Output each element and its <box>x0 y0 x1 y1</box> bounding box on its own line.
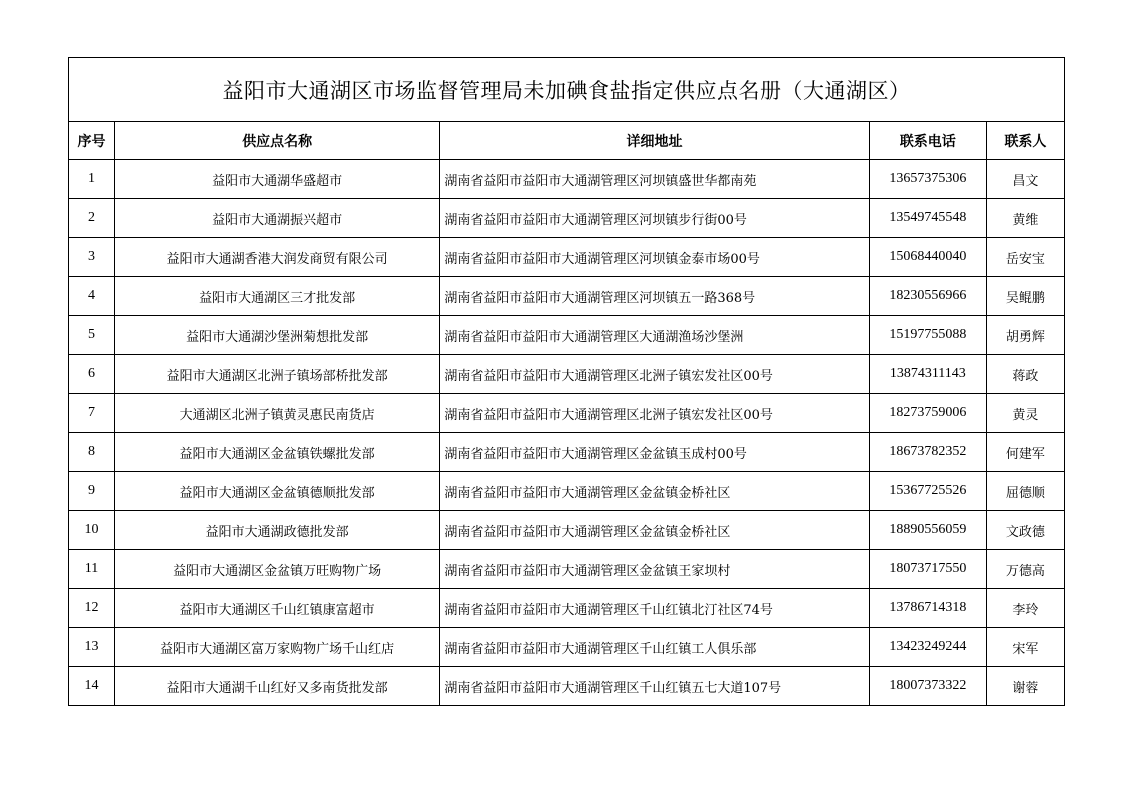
table-header-row <box>69 122 1065 160</box>
supply-point-address: 湖南省益阳市益阳市大通湖管理区金盆镇金桥社区 <box>440 472 869 511</box>
contact-phone: 13786714318 <box>869 589 986 628</box>
table-row <box>69 160 1065 199</box>
supply-point-name: 益阳市大通湖区金盆镇万旺购物广场 <box>115 550 440 589</box>
supply-point-name: 益阳市大通湖区富万家购物广场千山红店 <box>115 628 440 667</box>
row-number: 11 <box>69 550 115 589</box>
supply-point-address: 湖南省益阳市益阳市大通湖管理区金盆镇玉成村00号 <box>440 433 869 472</box>
table-row <box>69 433 1065 472</box>
supply-point-name: 大通湖区北洲子镇黄灵惠民南货店 <box>115 394 440 433</box>
supply-point-address: 湖南省益阳市益阳市大通湖管理区千山红镇工人俱乐部 <box>440 628 869 667</box>
supply-point-name: 益阳市大通湖区北洲子镇场部桥批发部 <box>115 355 440 394</box>
supply-point-name: 益阳市大通湖区三才批发部 <box>115 277 440 316</box>
table-row <box>69 589 1065 628</box>
row-number: 1 <box>69 160 115 199</box>
supply-point-address: 湖南省益阳市益阳市大通湖管理区河坝镇金泰市场00号 <box>440 238 869 277</box>
contact-phone: 18673782352 <box>869 433 986 472</box>
supply-point-name: 益阳市大通湖香港大润发商贸有限公司 <box>115 238 440 277</box>
row-number: 10 <box>69 511 115 550</box>
supply-point-address: 湖南省益阳市益阳市大通湖管理区大通湖渔场沙堡洲 <box>440 316 869 355</box>
table-row <box>69 238 1065 277</box>
row-number: 3 <box>69 238 115 277</box>
contact-phone: 18890556059 <box>869 511 986 550</box>
contact-person: 谢蓉 <box>986 667 1064 706</box>
contact-phone: 18273759006 <box>869 394 986 433</box>
supply-point-name: 益阳市大通湖千山红好又多南货批发部 <box>115 667 440 706</box>
table-row <box>69 199 1065 238</box>
table-row <box>69 472 1065 511</box>
contact-phone: 15367725526 <box>869 472 986 511</box>
supply-point-address: 湖南省益阳市益阳市大通湖管理区河坝镇盛世华都南苑 <box>440 160 869 199</box>
supply-point-address: 湖南省益阳市益阳市大通湖管理区金盆镇金桥社区 <box>440 511 869 550</box>
supply-point-address: 湖南省益阳市益阳市大通湖管理区千山红镇北汀社区74号 <box>440 589 869 628</box>
document-title: 益阳市大通湖区市场监督管理局未加碘食盐指定供应点名册（大通湖区） <box>69 58 1065 122</box>
row-number: 14 <box>69 667 115 706</box>
row-number: 9 <box>69 472 115 511</box>
contact-person: 宋军 <box>986 628 1064 667</box>
contact-person: 昌文 <box>986 160 1064 199</box>
row-number: 7 <box>69 394 115 433</box>
contact-phone: 13874311143 <box>869 355 986 394</box>
contact-person: 黄灵 <box>986 394 1064 433</box>
supply-point-name: 益阳市大通湖沙堡洲菊想批发部 <box>115 316 440 355</box>
contact-person: 胡勇辉 <box>986 316 1064 355</box>
supply-point-address: 湖南省益阳市益阳市大通湖管理区千山红镇五七大道107号 <box>440 667 869 706</box>
supply-point-name: 益阳市大通湖振兴超市 <box>115 199 440 238</box>
contact-phone: 13423249244 <box>869 628 986 667</box>
row-number: 8 <box>69 433 115 472</box>
contact-phone: 18073717550 <box>869 550 986 589</box>
table-row <box>69 511 1065 550</box>
supply-point-address: 湖南省益阳市益阳市大通湖管理区河坝镇五一路368号 <box>440 277 869 316</box>
supply-point-name: 益阳市大通湖华盛超市 <box>115 160 440 199</box>
contact-phone: 18230556966 <box>869 277 986 316</box>
table-row <box>69 550 1065 589</box>
supply-point-name: 益阳市大通湖区千山红镇康富超市 <box>115 589 440 628</box>
table-row <box>69 628 1065 667</box>
table-row <box>69 355 1065 394</box>
supply-point-name: 益阳市大通湖政德批发部 <box>115 511 440 550</box>
row-number: 12 <box>69 589 115 628</box>
header-no: 序号 <box>69 122 115 160</box>
header-phone: 联系电话 <box>869 122 986 160</box>
contact-person: 万德高 <box>986 550 1064 589</box>
supply-point-address: 湖南省益阳市益阳市大通湖管理区金盆镇王家坝村 <box>440 550 869 589</box>
contact-person: 黄维 <box>986 199 1064 238</box>
table-row <box>69 316 1065 355</box>
supply-point-name: 益阳市大通湖区金盆镇铁螺批发部 <box>115 433 440 472</box>
contact-person: 吴鲲鹏 <box>986 277 1064 316</box>
row-number: 5 <box>69 316 115 355</box>
supply-points-table <box>68 57 1065 706</box>
table-row <box>69 394 1065 433</box>
contact-phone: 15197755088 <box>869 316 986 355</box>
header-contact: 联系人 <box>986 122 1064 160</box>
contact-phone: 18007373322 <box>869 667 986 706</box>
supply-point-address: 湖南省益阳市益阳市大通湖管理区河坝镇步行街00号 <box>440 199 869 238</box>
table-body <box>69 160 1065 706</box>
table-row <box>69 667 1065 706</box>
row-number: 6 <box>69 355 115 394</box>
row-number: 4 <box>69 277 115 316</box>
contact-person: 文政德 <box>986 511 1064 550</box>
contact-person: 岳安宝 <box>986 238 1064 277</box>
contact-person: 李玲 <box>986 589 1064 628</box>
contact-person: 屈德顺 <box>986 472 1064 511</box>
header-address: 详细地址 <box>440 122 869 160</box>
supply-point-name: 益阳市大通湖区金盆镇德顺批发部 <box>115 472 440 511</box>
contact-person: 何建军 <box>986 433 1064 472</box>
supply-point-address: 湖南省益阳市益阳市大通湖管理区北洲子镇宏发社区00号 <box>440 394 869 433</box>
contact-phone: 15068440040 <box>869 238 986 277</box>
contact-phone: 13657375306 <box>869 160 986 199</box>
row-number: 2 <box>69 199 115 238</box>
contact-phone: 13549745548 <box>869 199 986 238</box>
contact-person: 蒋政 <box>986 355 1064 394</box>
supply-point-address: 湖南省益阳市益阳市大通湖管理区北洲子镇宏发社区00号 <box>440 355 869 394</box>
table-row <box>69 277 1065 316</box>
row-number: 13 <box>69 628 115 667</box>
header-name: 供应点名称 <box>115 122 440 160</box>
